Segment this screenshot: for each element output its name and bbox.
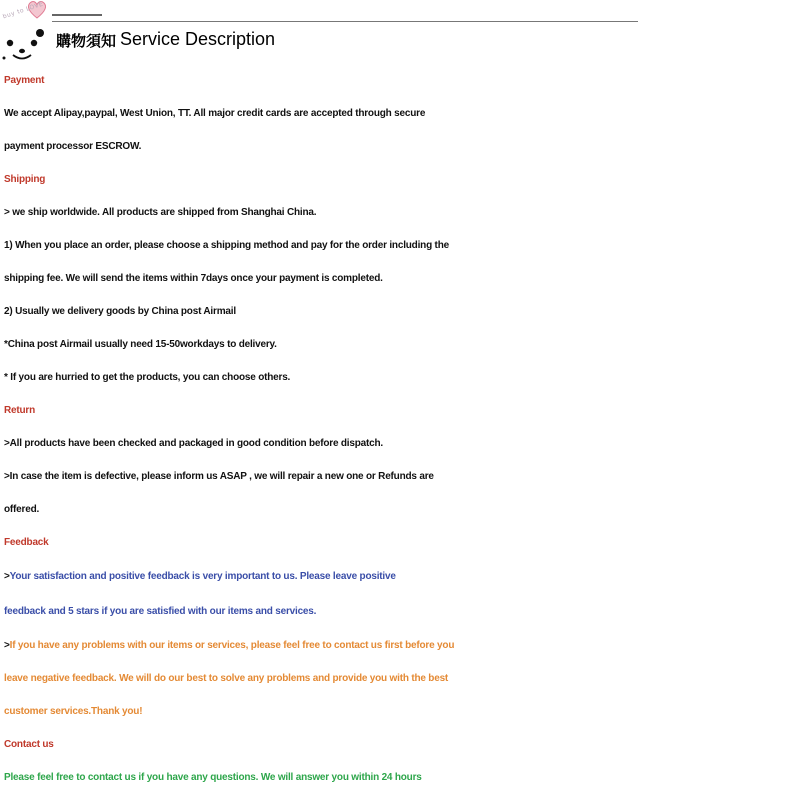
contact-line: Please feel free to contact us if you have any questions. We will answer you within 24 hours: [4, 772, 422, 783]
title-chinese: 購物須知: [56, 32, 117, 50]
payment-line: payment processor ESCROW.: [4, 141, 142, 152]
page-title: Service Description: [120, 29, 276, 49]
shipping-line: *China post Airmail usually need 15-50workdays to delivery.: [4, 339, 277, 350]
bullet-prefix: >: [4, 640, 10, 651]
feedback-negative-text: If you have any problems with our items or services, please feel free to contact us first before you: [9, 640, 455, 651]
payment-heading: Payment: [4, 75, 45, 86]
shipping-line: 1) When you place an order, please choose a shipping method and pay for the order including the: [4, 240, 449, 251]
feedback-negative-line: customer services.Thank you!: [4, 706, 143, 717]
shipping-heading: Shipping: [4, 174, 46, 185]
feedback-positive-text: Your satisfaction and positive feedback is very important to us. Please leave positive: [9, 571, 396, 582]
return-line: >In case the item is defective, please inform us ASAP , we will repair a new one or Refunds are: [4, 471, 434, 482]
feedback-positive-line: [4, 559, 798, 594]
bullet-prefix: >: [4, 571, 10, 582]
contact-heading: Contact us: [4, 739, 54, 750]
feedback-positive-line: feedback and 5 stars if you are satisfied with our items and services.: [4, 606, 317, 617]
return-heading: Return: [4, 405, 36, 416]
feedback-heading: Feedback: [4, 537, 49, 548]
shipping-line: shipping fee. We will send the items within 7days once your payment is completed.: [4, 273, 383, 284]
logo-text: buy to LOVE: [1, 0, 45, 21]
shipping-line: > we ship worldwide. All products are shipped from Shanghai China.: [4, 207, 317, 218]
feedback-negative-line: [4, 629, 798, 662]
payment-line: We accept Alipay,paypal, West Union, TT. All major credit cards are accepted through secure: [4, 108, 426, 119]
service-description: [4, 64, 798, 794]
bear-face-icon: [0, 20, 50, 62]
feedback-negative-line: leave negative feedback. We will do our best to solve any problems and provide you with the best: [4, 673, 449, 684]
shipping-line: 2) Usually we delivery goods by China post Airmail: [4, 306, 236, 317]
header-short-rule: [52, 14, 102, 16]
return-line: offered.: [4, 504, 40, 515]
header-long-rule: [52, 21, 638, 22]
shipping-line: * If you are hurried to get the products, you can choose others.: [4, 372, 291, 383]
header: [0, 0, 800, 62]
return-line: >All products have been checked and packaged in good condition before dispatch.: [4, 438, 383, 449]
